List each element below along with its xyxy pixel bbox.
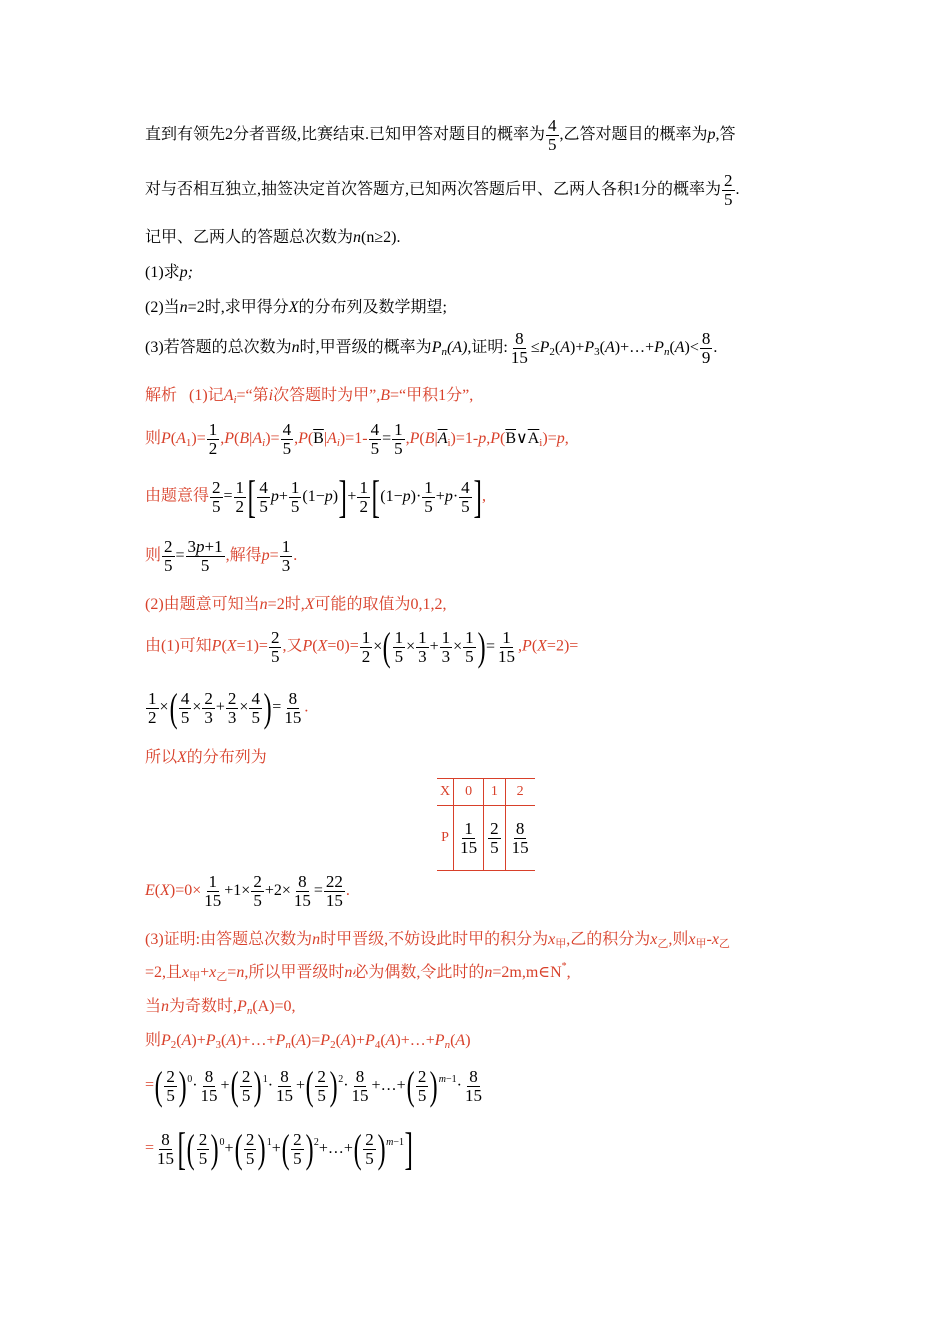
table-cell: X	[437, 779, 454, 806]
solution-line-4: 则 $\frac{2}{5}$ = $\frac{3p+1}{5}$ ,解得p= $\frac{1}{3}$ .	[145, 537, 298, 575]
solution-line-10: (3)证明:由答题总次数为n时甲晋级,不妨设此时甲的积分为$x_甲$,乙的积分为$x_乙$,则$x_甲-x_乙$	[145, 931, 730, 950]
solution-line-1: 解析 (1)记$A_i=“$第i次答题时为甲”,B=“甲积1分”,	[145, 387, 474, 406]
solution-line-15: = $\frac{8}{15}$ [( $\frac{2}{5}$ )$^0$+( $\frac{2}{5}$ )$^1$+( $\frac{2}{5}$ )$^2$+…+( $\frac{2}{5}$ )$^{m-1}$]	[145, 1123, 413, 1174]
solution-line-9: E(X)=0× $\frac{1}{15}$ +1× $\frac{2}{5}$ +2× $\frac{8}{15}$ = $\frac{22}{15}$ .	[145, 872, 350, 910]
fraction-4-5: $\frac{4}{5}$	[548, 116, 557, 154]
table-cell: 1	[484, 779, 506, 806]
solution-line-3: 由题意得 $\frac{2}{5}$ = $\frac{1}{2}$ [ $\frac{4}{5}$ p+ $\frac{1}{5}$ (1−p)]+ $\frac{1}{2}$ [(1−p)· $\frac{1}{5}$ +p· $\frac{4}{5}$ ],	[145, 471, 486, 522]
solution-line-14: =( $\frac{2}{5}$ )$^0$· $\frac{8}{15}$ +( $\frac{2}{5}$ )$^1$· $\frac{8}{15}$ +( $\frac{2}{5}$ )$^2$· $\frac{8}{15}$ +…+( $\frac{2}{5}$ )$^{m-1}$· $\frac{8}{15}$	[145, 1063, 482, 1108]
solution-line-11: =2,且$x_甲+x_乙=n$,所以甲晋级时n必为偶数,令此时的n=2m,m∈N*,	[145, 961, 571, 983]
table-row	[437, 779, 535, 806]
solution-line-12: 当n为奇数时$,P_n(A)=0$,	[145, 998, 296, 1017]
table-cell: P	[437, 806, 454, 871]
table-cell: 2	[505, 779, 535, 806]
question-1: (1)求p;	[145, 264, 193, 281]
fraction-8-15: $\frac{8}{15}$	[510, 329, 528, 367]
solution-line-6: 由(1)可知P(X=1)= $\frac{2}{5}$ ,又P(X=0)= $\frac{1}{2}$ ×( $\frac{1}{5}$ × $\frac{1}{3}$ + $\frac{1}{3}$ × $\frac{1}{5}$ )= $\frac{1}{15}$ ,P(X=2)=	[145, 624, 579, 669]
problem-line-3: 记甲、乙两人的答题总次数为n(n≥2).	[145, 229, 401, 246]
question-3: (3)若答题的总次数为n时,甲晋级的概率为$P_n(A)$,证明: $\frac{8}{15}$ $\le P_2(A)+P_3(A)+\dots+P_n(A)<$ $\frac{8}{9}$ .	[145, 329, 718, 367]
problem-line-2: 对与否相互独立,抽签决定首次答题方,已知两次答题后甲、乙两人各积1分的概率为 $\frac{2}{5}$ .	[145, 171, 740, 209]
table-cell: $\frac{2}{5}$	[484, 806, 506, 871]
solution-line-7: $\frac{1}{2}$ ×( $\frac{4}{5}$ × $\frac{2}{3}$ + $\frac{2}{3}$ × $\frac{4}{5}$ )= $\frac{8}{15}$ .	[148, 685, 309, 730]
fraction-8-9: $\frac{8}{9}$	[701, 329, 711, 367]
distribution-table	[437, 778, 535, 871]
table-cell: $\frac{1}{15}$	[454, 806, 484, 871]
solution-label: 解析	[145, 387, 178, 404]
solution-line-2: 则$P(A_1)=$ $\frac{1}{2}$ $,P(B|A_i)=$ $\frac{4}{5}$ $,P(\overline{B}|A_i)=1-$ $\frac{4}{5}$ = $\frac{1}{5}$ $,P(B|\overline{A}_i)=1-p,P(\overline{B}\vee\overline{A}_i)=p$,	[145, 420, 569, 458]
question-2: (2)当n=2时,求甲得分X的分布列及数学期望;	[145, 299, 447, 316]
solution-line-5: (2)由题意可知当n=2时,X可能的取值为0,1,2,	[145, 596, 447, 613]
table-row	[437, 806, 535, 871]
problem-line-1: 直到有领先2分者晋级,比赛结束.已知甲答对题目的概率为 $\frac{4}{5}$ ,乙答对题目的概率为p,答	[145, 116, 736, 154]
solution-line-8: 所以X的分布列为	[145, 749, 267, 766]
fraction-2-5: $\frac{2}{5}$	[724, 171, 733, 209]
table-cell: 0	[454, 779, 484, 806]
solution-line-13: 则$P_2(A)+P_3(A)+\dots+P_n(A)=P_2(A)+P_4(A)+\dots+P_n(A)$	[145, 1032, 471, 1051]
table-cell: $\frac{8}{15}$	[505, 806, 535, 871]
